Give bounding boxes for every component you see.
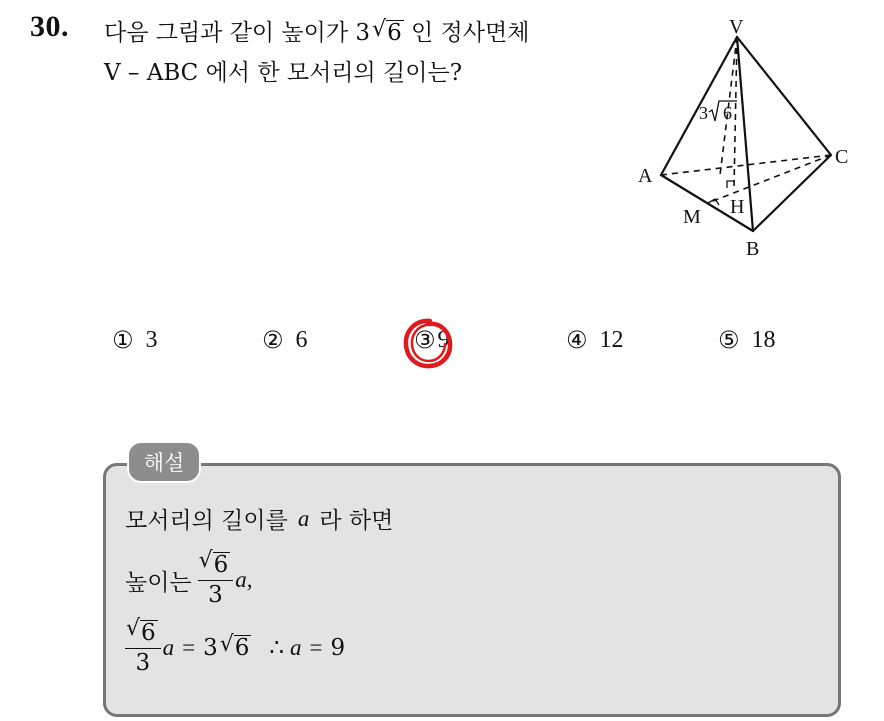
solution-result-eq: = [309,635,323,661]
choice-3-mark: ③ [414,326,436,354]
solution-line3-fraction [125,620,161,677]
choice-4[interactable] [566,326,624,354]
solution-line2-text: 높이는 [125,569,192,596]
height-label-radicand: 6 [723,103,732,123]
edge-bc [753,155,831,231]
choice-1-mark: ① [112,326,134,354]
solution-line2-fraction [198,552,234,609]
choice-4-mark: ④ [566,326,588,354]
label-c: C [835,146,849,168]
solution-result-val: 9 [330,635,346,662]
label-b: B [746,238,760,260]
choice-5-value: 18 [751,326,776,353]
choice-5-mark: ⑤ [718,326,740,354]
solution-line3-sqrt [222,635,252,661]
solution-line-2 [125,552,253,609]
solution-line3-coef: 3 [203,635,218,662]
choice-1[interactable] [112,326,158,354]
choice-3-value: 9 [437,326,450,353]
solution-tag: 해설 [129,443,199,481]
question-text-prefix: 다음 그림과 같이 높이가 3 [104,20,371,46]
solution-line1-var: a [297,505,310,531]
right-angle-mark [727,181,734,188]
question-line-2: V – ABC 에서 한 모서리의 길이는? [104,60,463,86]
label-m: M [683,206,701,228]
median-cm-hidden [708,155,831,203]
choice-2[interactable] [262,326,308,354]
height-label-coef: 3 [699,103,708,123]
choice-5[interactable] [718,326,776,354]
choice-4-value: 12 [599,326,624,353]
solution-line3-var: a [162,635,175,661]
solution-line3-den: 3 [135,650,151,677]
solution-line3-num: 6 [141,620,156,646]
solution-line2-den: 3 [208,582,223,609]
question-text-suffix: 인 정사면체 [411,20,530,46]
question-number: 30. [30,10,69,43]
therefore-symbol: ∴ [269,635,285,662]
answer-circle-mark [400,316,456,372]
solution-line3-radicand: 6 [234,635,250,662]
solution-line2-num: 6 [213,552,229,578]
solution-line2-tail: a, [235,567,253,593]
choice-2-mark: ② [262,326,284,354]
question-radicand: 6 [387,20,402,46]
label-v: V [729,16,744,38]
label-a: A [638,165,653,187]
sqrt-symbol [374,20,404,46]
label-h: H [730,196,745,218]
solution-line-3 [125,620,345,677]
choice-1-value: 3 [145,326,158,353]
solution-result-var: a [290,635,302,661]
solution-line1-suffix: 라 하면 [319,508,394,534]
edge-vc [737,37,831,155]
tetrahedron-figure [625,15,860,265]
solution-line1-text: 모서리의 길이를 [125,508,288,534]
solution-line-1 [125,502,393,535]
solution-line3-eq: = [182,635,196,661]
choice-2-value: 6 [295,326,308,353]
question-line-1 [104,14,529,47]
